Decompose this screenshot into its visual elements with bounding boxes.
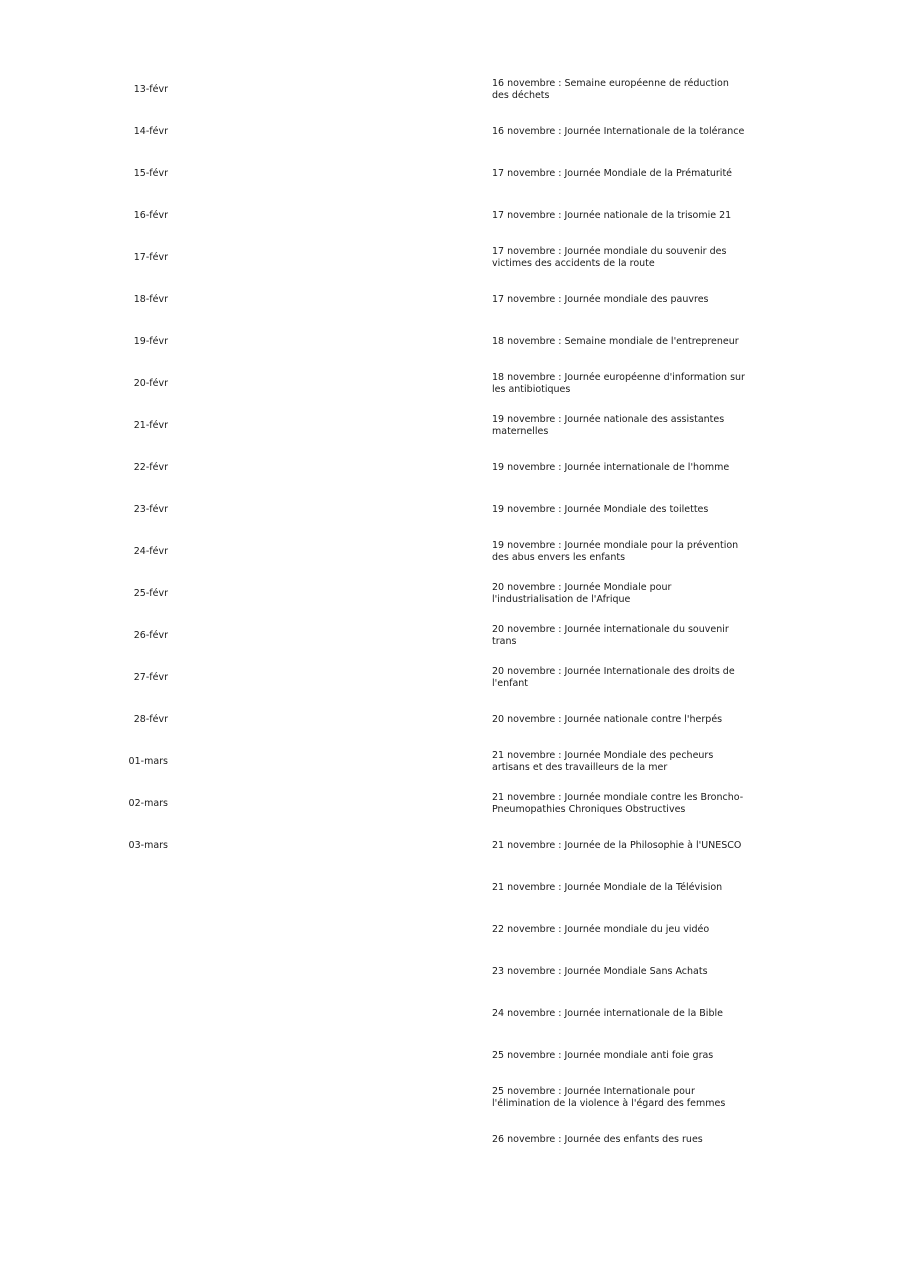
table-row: [0, 657, 905, 699]
row-date: 28-févr: [133, 714, 168, 725]
row-date: 20-févr: [133, 378, 168, 389]
row-event: 19 novembre : Journée mondiale pour la prévention des abus envers les enfants: [492, 540, 739, 563]
row-event: 23 novembre : Journée Mondiale Sans Achats: [492, 966, 708, 977]
table-row: [0, 405, 905, 447]
table-row: [0, 363, 905, 405]
row-event: 21 novembre : Journée mondiale contre les Broncho-Pneumopathies Chroniques Obstructives: [492, 792, 744, 815]
table-row: [0, 573, 905, 615]
row-event: 20 novembre : Journée internationale du souvenir trans: [492, 624, 729, 647]
table-row: [0, 741, 905, 783]
row-event: 17 novembre : Journée nationale de la trisomie 21: [492, 210, 732, 221]
table-row: [0, 825, 905, 867]
table-row: [0, 909, 905, 951]
table-row: [0, 69, 905, 111]
row-event: 22 novembre : Journée mondiale du jeu vidéo: [492, 924, 710, 935]
row-date: 27-févr: [133, 672, 168, 683]
table-row: [0, 993, 905, 1035]
row-date: 25-févr: [133, 588, 168, 599]
table-row: [0, 867, 905, 909]
table-row: [0, 321, 905, 363]
row-date: 23-févr: [133, 504, 168, 515]
row-event: 24 novembre : Journée internationale de la Bible: [492, 1008, 723, 1019]
row-event: 18 novembre : Journée européenne d'information sur les antibiotiques: [492, 372, 745, 395]
row-event: 17 novembre : Journée Mondiale de la Prématurité: [492, 168, 733, 179]
row-date: 17-févr: [133, 252, 168, 263]
row-event: 26 novembre : Journée des enfants des rues: [492, 1134, 703, 1145]
table-row: [0, 951, 905, 993]
calendar-rows: [0, 69, 905, 1161]
table-row: [0, 237, 905, 279]
row-event: 21 novembre : Journée Mondiale des pecheurs artisans et des travailleurs de la mer: [492, 750, 714, 773]
table-row: [0, 531, 905, 573]
row-date: 13-févr: [133, 84, 168, 95]
row-event: 25 novembre : Journée mondiale anti foie gras: [492, 1050, 714, 1061]
table-row: [0, 699, 905, 741]
row-event: 19 novembre : Journée internationale de l'homme: [492, 462, 730, 473]
table-row: [0, 447, 905, 489]
row-event: 20 novembre : Journée nationale contre l'herpés: [492, 714, 723, 725]
row-date: 14-févr: [133, 126, 168, 137]
table-row: [0, 279, 905, 321]
row-date: 24-févr: [133, 546, 168, 557]
row-date: 26-févr: [133, 630, 168, 641]
row-event: 19 novembre : Journée nationale des assistantes maternelles: [492, 414, 725, 437]
table-row: [0, 153, 905, 195]
table-row: [0, 489, 905, 531]
row-event: 20 novembre : Journée Mondiale pour l'industrialisation de l'Afrique: [492, 582, 672, 605]
row-event: 20 novembre : Journée Internationale des droits de l'enfant: [492, 666, 735, 689]
row-event: 18 novembre : Semaine mondiale de l'entrepreneur: [492, 336, 739, 347]
table-row: [0, 1077, 905, 1119]
row-event: 25 novembre : Journée Internationale pour l'élimination de la violence à l'égard des femmes: [492, 1086, 726, 1109]
row-event: 17 novembre : Journée mondiale des pauvres: [492, 294, 709, 305]
table-row: [0, 1119, 905, 1161]
table-row: [0, 615, 905, 657]
row-event: 17 novembre : Journée mondiale du souvenir des victimes des accidents de la route: [492, 246, 727, 269]
table-row: [0, 783, 905, 825]
row-event: 16 novembre : Journée Internationale de la tolérance: [492, 126, 745, 137]
row-date: 16-févr: [133, 210, 168, 221]
row-event: 21 novembre : Journée Mondiale de la Télévision: [492, 882, 723, 893]
row-date: 03-mars: [128, 840, 168, 851]
row-date: 01-mars: [128, 756, 168, 767]
table-row: [0, 1035, 905, 1077]
table-row: [0, 195, 905, 237]
row-event: 21 novembre : Journée de la Philosophie à l'UNESCO: [492, 840, 742, 851]
row-date: 15-févr: [133, 168, 168, 179]
row-date: 02-mars: [128, 798, 168, 809]
row-date: 19-févr: [133, 336, 168, 347]
row-event: 16 novembre : Semaine européenne de réduction des déchets: [492, 78, 729, 101]
row-date: 21-févr: [133, 420, 168, 431]
row-event: 19 novembre : Journée Mondiale des toilettes: [492, 504, 709, 515]
table-row: [0, 111, 905, 153]
row-date: 18-févr: [133, 294, 168, 305]
row-date: 22-févr: [133, 462, 168, 473]
